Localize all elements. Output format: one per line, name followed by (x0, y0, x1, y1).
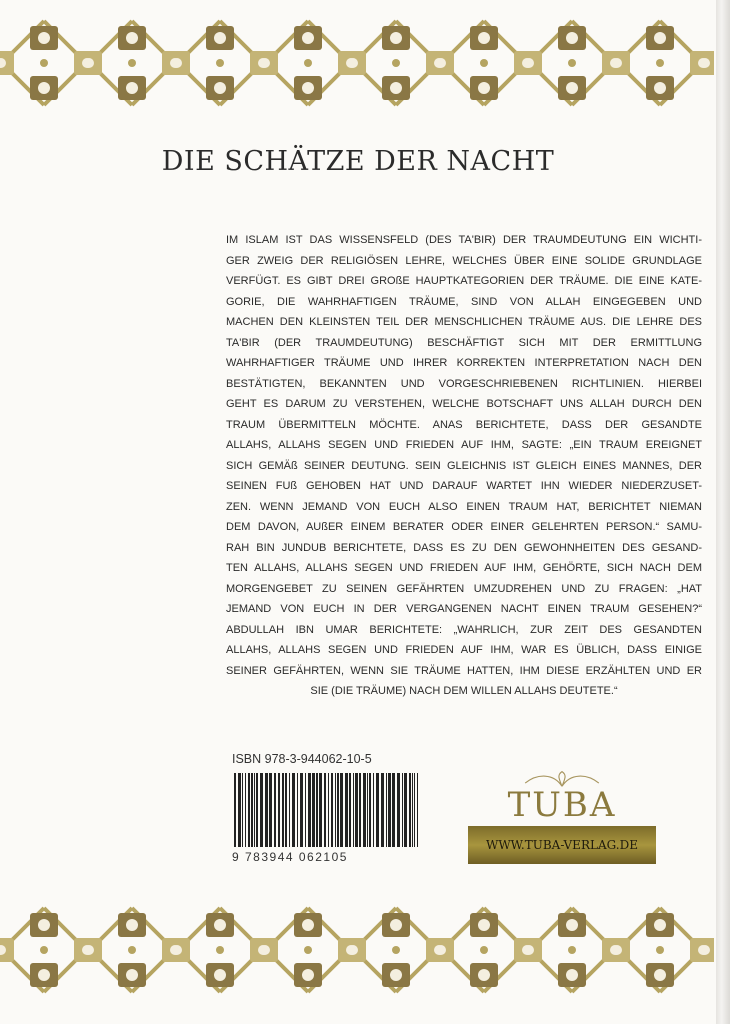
barcode-bar (359, 773, 361, 847)
barcode (232, 773, 422, 847)
barcode-bar (349, 773, 351, 847)
blurb-line: RAH BIN JUNDUB BERICHTETE, DASS ES ZU DEN GEWOHNHEITEN DES GESAND- (226, 541, 702, 554)
barcode-bar (234, 773, 236, 847)
blurb-line: ALLAHS, ALLAHS SEGEN UND FRIEDEN AUF IHM, SAGTE: „EIN TRAUM EREIGNET (226, 439, 702, 451)
barcode-bar (412, 773, 413, 847)
barcode-bar (376, 773, 379, 847)
barcode-bar (312, 773, 315, 847)
ornamental-border-top (0, 18, 714, 108)
blurb-line: GER ZWEIG DER RELIGIÖSEN LEHRE, WELCHES ÜBER EINE SOLIDE GRUNDLAGE (226, 254, 702, 267)
ornamental-border-bottom (0, 905, 714, 995)
blurb-line: ALLAHS, ALLAHS SEGEN UND FRIEDEN AUF IHM, WAR ES ÜBLICH, DASS EINIGE (226, 644, 702, 656)
barcode-bar (345, 773, 348, 847)
barcode-bar (242, 773, 243, 847)
barcode-bar (402, 773, 403, 847)
barcode-bar (331, 773, 333, 847)
barcode-bar (308, 773, 311, 847)
blurb-line: TEN ALLAHS, ALLAHS SEGEN UND FRIEDEN AUF IHM, GEHÖRTE, SICH NACH DEM (226, 562, 702, 574)
barcode-bar (319, 773, 322, 847)
blurb-line: WAHRHAFTIGER TRÄUME UND IHRER KORREKTEN INTERPRETATION NACH DEN (226, 357, 702, 369)
barcode-bar (251, 773, 253, 847)
barcode-bar (238, 773, 241, 847)
barcode-bar (305, 773, 306, 847)
barcode-bar (269, 773, 272, 847)
blurb-line: GORIE, DIE WAHRHAFTIGEN TRÄUME, SIND VON ALLAH EINGEGEBEN UND (226, 295, 702, 308)
blurb-line: BESTÄTIGTEN, BEKANNTEN UND VORGESCHRIEBENEN RICHTLINIEN. HIERBEI (226, 377, 702, 390)
book-spine-edge (716, 0, 730, 1024)
barcode-bar (381, 773, 384, 847)
blurb-text (226, 230, 702, 702)
barcode-bar (297, 773, 298, 847)
barcode-bar (409, 773, 411, 847)
barcode-bar (265, 773, 268, 847)
blurb-line: VERFÜGT. ES GIBT DREI GROßE HAUPTKATEGORIEN DER TRÄUME. DIE EINE KATE- (226, 275, 702, 287)
blurb-line: MACHEN DEN KLEINSTEN TEIL DER MENSCHLICHEN TRÄUME AUS. DIE LEHRE DES (226, 316, 702, 328)
blurb-line: GEHT ES DARUM ZU VERSTEHEN, WELCHE BOTSCHAFT UNS ALLAH DURCH DEN (226, 398, 702, 410)
barcode-bar (300, 773, 303, 847)
barcode-bar (316, 773, 318, 847)
blurb-line: ZEN. WENN JEMAND VON EUCH ALSO EINEN TRAUM HAT, BERICHTET NIEMAN (226, 500, 702, 513)
barcode-bar (278, 773, 280, 847)
barcode-bar (355, 773, 358, 847)
barcode-bar (353, 773, 354, 847)
blurb-line: IM ISLAM IST DAS WISSENSFELD (DES TA'BIR) DER TRAUMDEUTUNG EIN WICHTI- (226, 234, 702, 246)
barcode-bar (328, 773, 329, 847)
publisher-name: TUBA (507, 785, 617, 825)
barcode-bar (369, 773, 371, 847)
publisher-url: WWW.TUBA-VERLAG.DE (486, 838, 638, 852)
barcode-bar (386, 773, 387, 847)
blurb-line: SEINER GEFÄHRTEN, WENN SIE TRÄUME HATTEN, IHM DIESE ERZÄHLTEN UND ER (226, 664, 702, 677)
isbn-label: ISBN 978-3-944062-10-5 (232, 752, 372, 766)
barcode-bar (367, 773, 368, 847)
barcode-bar (373, 773, 374, 847)
barcode-bar (335, 773, 336, 847)
barcode-bar (417, 773, 418, 847)
barcode-bar (397, 773, 400, 847)
blurb-line: TRAUM ÜBERMITTELN MÖCHTE. ANAS BERICHTETE, DASS DER GESANDTE (226, 418, 702, 431)
blurb-line: SICH GEMÄß SEINER DEUTUNG. SEIN GLEICHNIS IST GLEICH EINES MANNES, DER (226, 459, 702, 472)
barcode-bar (340, 773, 343, 847)
barcode-bar (324, 773, 326, 847)
publisher-logo (468, 770, 656, 870)
blurb-line: SEINEN FUß GEHOBEN HAT UND DARAUF WARTET IHN WIEDER NIEDERZUSET- (226, 480, 702, 492)
barcode-bar (245, 773, 246, 847)
barcode-bar (256, 773, 258, 847)
barcode-bar (260, 773, 263, 847)
barcode-bar (282, 773, 284, 847)
barcode-bar (337, 773, 339, 847)
barcode-bar (289, 773, 290, 847)
book-title: DIE SCHÄTZE DER NACHT (161, 146, 555, 177)
barcode-bar (254, 773, 255, 847)
barcode-bar (285, 773, 287, 847)
blurb-line: SIE (DIE TRÄUME) NACH DEM WILLEN ALLAHS DEUTETE.“ (310, 685, 618, 697)
barcode-bar (414, 773, 415, 847)
barcode-bar (363, 773, 366, 847)
blurb-line: ABDULLAH IBN UMAR BERICHTETE: „WAHRLICH, ZUR ZEIT DES GESANDTEN (226, 623, 702, 636)
barcode-bar (388, 773, 391, 847)
barcode-bar (392, 773, 395, 847)
barcode-number: 9 783944 062105 (232, 850, 348, 864)
blurb-line: MORGENGEBET ZU SEINEN GEFÄHRTEN UMZUDREHEN UND ZU FRAGEN: „HAT (226, 582, 702, 595)
barcode-bar (274, 773, 276, 847)
barcode-bar (404, 773, 407, 847)
blurb-line: DEM DAVON, AUßER EINEM BERATER ODER EINER GELEHRTEN PERSON.“ SAMU- (226, 521, 702, 533)
blurb-line: JEMAND VON EUCH IN DER VERGANGENEN NACHT EINEN TRAUM GESEHEN?“ (226, 603, 702, 615)
barcode-bar (292, 773, 295, 847)
barcode-bar (248, 773, 250, 847)
blurb-line: TA'BIR (DER TRAUMDEUTUNG) BESCHÄFTIGT SICH MIT DER ERMITTLUNG (226, 336, 702, 349)
